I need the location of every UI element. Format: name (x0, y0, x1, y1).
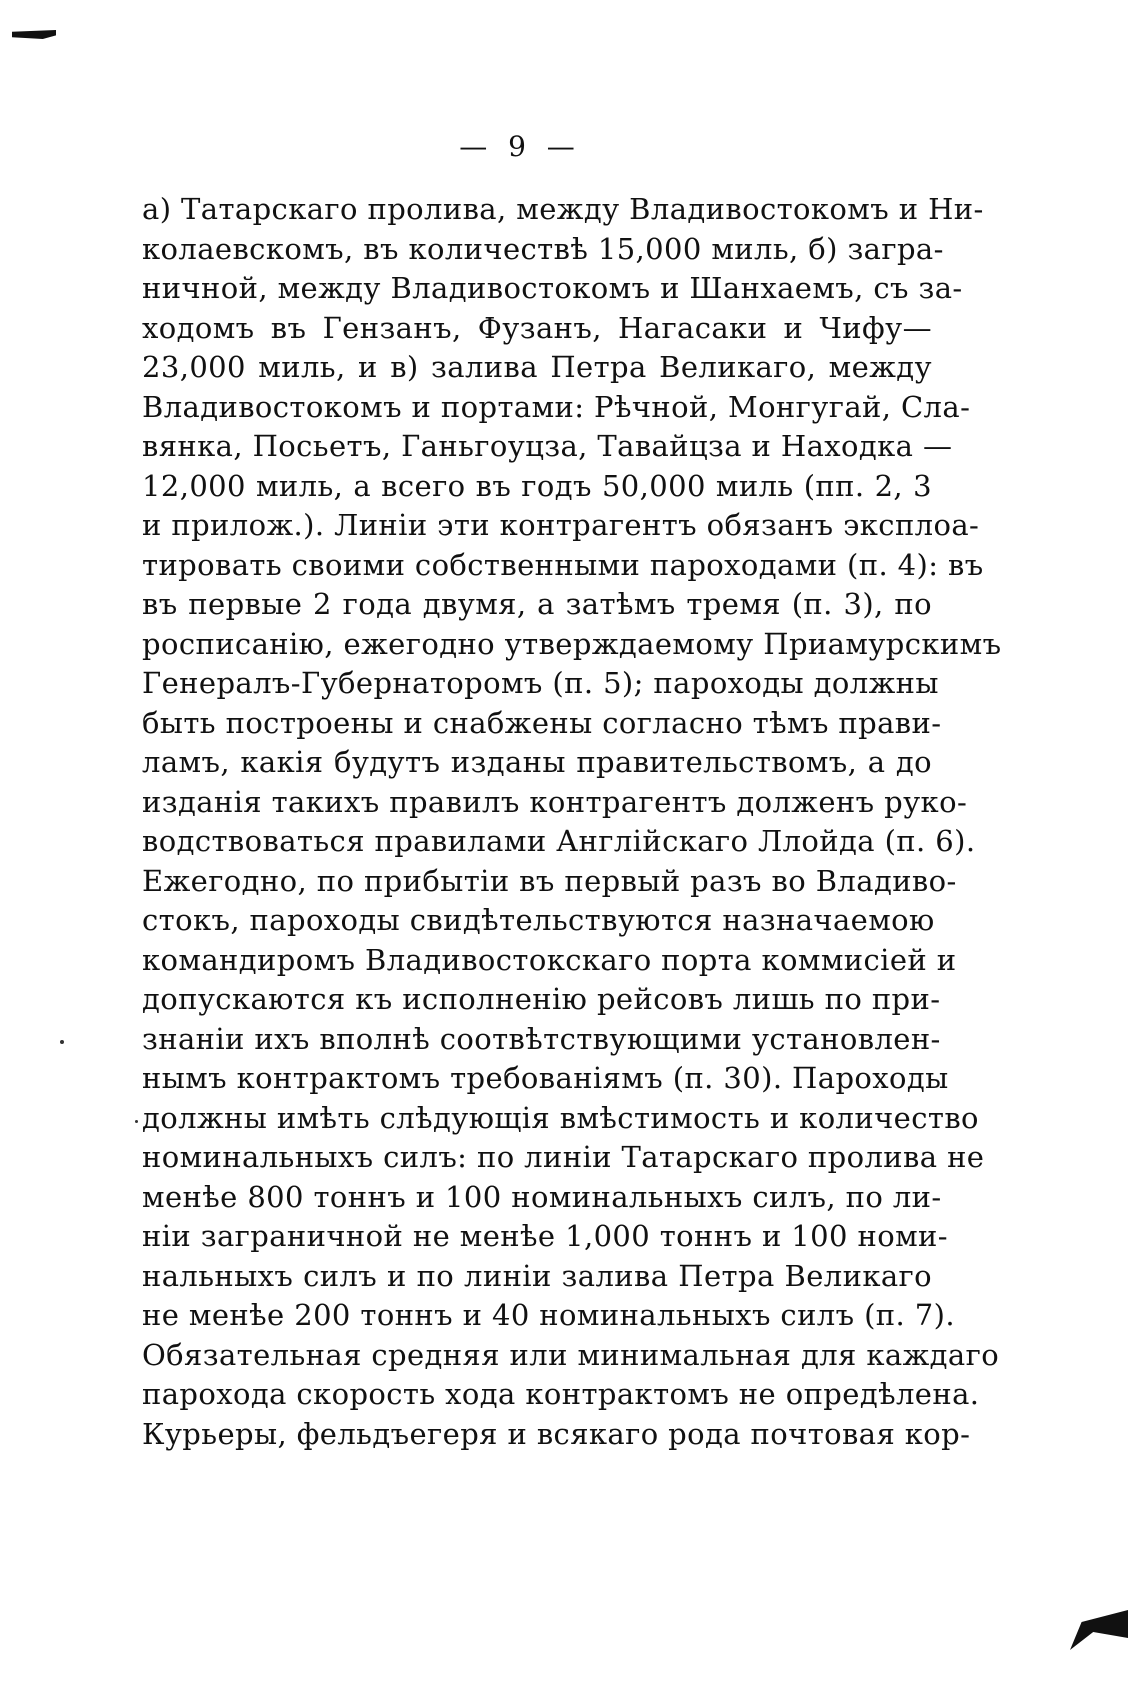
text-line: не менѣе 200 тоннъ и 40 номинальныхъ силъ (п. 7). (142, 1298, 955, 1332)
text-line: водствоваться правилами Англійскаго Ллойда (п. 6). (142, 824, 976, 858)
text-line: парохода скорость хода контрактомъ не опредѣлена. (142, 1377, 980, 1411)
text-line: 12,000 миль, а всего въ годъ 50,000 миль (пп. 2, 3 (142, 468, 932, 503)
text-line: допускаются къ исполненію рейсовъ лишь по при- (142, 982, 941, 1016)
text-line: менѣе 800 тоннъ и 100 номинальныхъ силъ, по ли- (142, 1179, 942, 1214)
scan-artifact-mark (12, 30, 56, 39)
text-line: тировать своими собственными пароходами (п. 4): въ (142, 547, 984, 582)
text-line: нальныхъ силъ и по линіи залива Петра Великаго (142, 1258, 932, 1293)
text-line: и прилож.). Линіи эти контрагентъ обязанъ эксплоа- (142, 508, 980, 542)
text-line: колаевскомъ, въ количествѣ 15,000 миль, б) загра- (142, 231, 944, 266)
text-line: въ первые 2 года двумя, а затѣмъ тремя (п. 3), по (142, 587, 932, 621)
text-line: должны имѣть слѣдующія вмѣстимость и количество (142, 1100, 979, 1135)
scan-artifact-mark (1070, 1610, 1128, 1650)
text-line: Ежегодно, по прибытіи въ первый разъ во Владиво- (142, 863, 957, 898)
text-line: нымъ контрактомъ требованіямъ (п. 30). Пароходы (142, 1061, 949, 1095)
text-line: ничной, между Владивостокомъ и Шанхаемъ, съ за- (142, 271, 963, 305)
text-line: Владивостокомъ и портами: Рѣчной, Монгугай, Сла- (142, 389, 971, 424)
body-text (142, 190, 1002, 1454)
text-line: знаніи ихъ вполнѣ соотвѣтствующими установлен- (142, 1021, 941, 1056)
text-line: стокъ, пароходы свидѣтельствуются назначаемою (142, 903, 935, 937)
text-line: ніи заграничной не менѣе 1,000 тоннъ и 100 номи- (142, 1219, 948, 1253)
text-line: Генералъ-Губернаторомъ (п. 5); пароходы должны (142, 666, 939, 700)
text-line: 23,000 миль, и в) залива Петра Великаго, между (142, 350, 932, 384)
text-line: изданія такихъ правилъ контрагентъ долженъ руко- (142, 784, 968, 819)
text-line: а) Татарскаго пролива, между Владивостокомъ и Ни- (142, 192, 984, 226)
text-line: ходомъ въ Гензанъ, Фузанъ, Нагасаки и Чифу— (142, 310, 932, 345)
text-line: ламъ, какія будутъ изданы правительствомъ, а до (142, 745, 932, 779)
text-line: номинальныхъ силъ: по линіи Татарскаго пролива не (142, 1140, 985, 1174)
page-number: — 9 — (459, 130, 581, 163)
scan-speck (60, 1040, 64, 1044)
text-line: командиромъ Владивостокскаго порта коммисіей и (142, 942, 957, 977)
scan-speck (135, 1120, 138, 1123)
text-line: росписанію, ежегодно утверждаемому Приамурскимъ (142, 626, 1002, 661)
text-line: Обязательная средняя или минимальная для каждаго (142, 1337, 1000, 1372)
text-line: вянка, Посьетъ, Ганьгоуцза, Тавайцза и Находка — (142, 429, 953, 463)
text-line: быть построены и снабжены согласно тѣмъ прави- (142, 705, 942, 740)
text-line: Курьеры, фельдъегеря и всякаго рода почтовая кор- (142, 1416, 971, 1451)
